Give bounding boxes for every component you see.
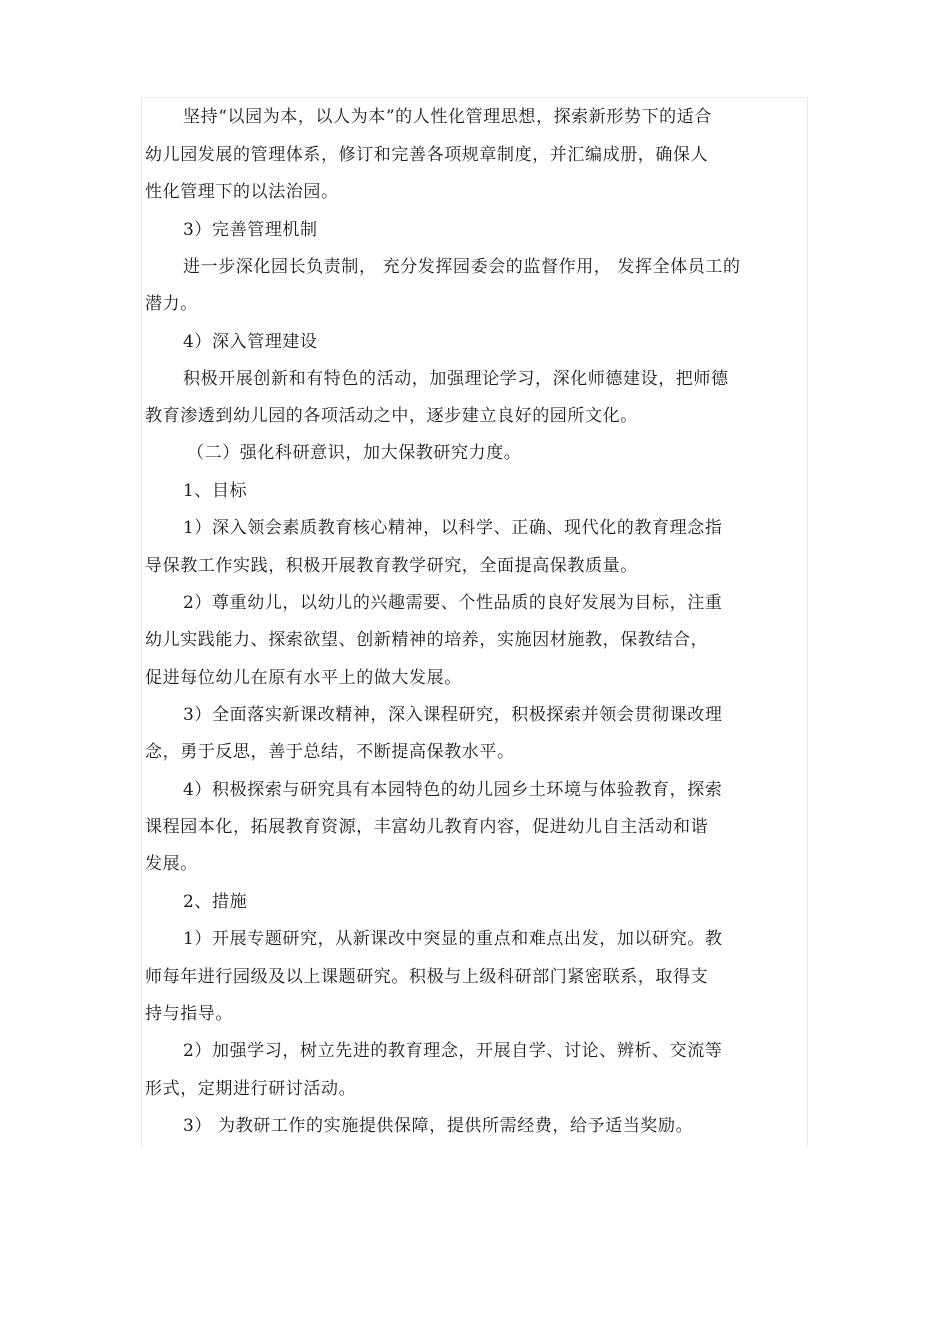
text-line: 幼儿实践能力、探索欲望、创新精神的培养，实施因材施教，保教结合， xyxy=(145,630,709,650)
text-line: 进一步深化园长负责制， 充分发挥园委会的监督作用， 发挥全体员工的 xyxy=(183,257,741,277)
text-line: 3）全面落实新课改精神，深入课程研究，积极探索并领会贯彻课改理 xyxy=(183,705,723,725)
text-line: 持与指导。 xyxy=(145,1004,233,1024)
text-line: 坚持“以园为本，以人为本”的人性化管理思想，探索新形势下的适合 xyxy=(183,107,712,127)
text-line: 1）深入领会素质教育核心精神，以科学、正确、现代化的教育理念指 xyxy=(183,518,723,538)
section-heading: （二）强化科研意识，加大保教研究力度。 xyxy=(187,443,522,463)
text-line: 促进每位幼儿在原有水平上的做大发展。 xyxy=(145,668,462,688)
text-line: 积极开展创新和有特色的活动，加强理论学习，深化师德建设，把师德 xyxy=(183,369,729,389)
text-line: 1）开展专题研究，从新课改中突显的重点和难点出发，加以研究。教 xyxy=(183,929,723,949)
text-line: 潜力。 xyxy=(145,294,198,314)
text-line: 师每年进行园级及以上课题研究。积极与上级科研部门紧密联系，取得支 xyxy=(145,967,709,987)
text-line: 幼儿园发展的管理体系，修订和完善各项规章制度，并汇编成册，确保人 xyxy=(145,145,709,165)
text-line: 4）深入管理建设 xyxy=(183,332,318,352)
text-line: 2）加强学习，树立先进的教育理念，开展自学、讨论、辨析、交流等 xyxy=(183,1041,723,1061)
text-line: 课程园本化，拓展教育资源，丰富幼儿教育内容，促进幼儿自主活动和谐 xyxy=(145,817,709,837)
text-line: 2）尊重幼儿，以幼儿的兴趣需要、个性品质的良好发展为目标，注重 xyxy=(183,593,723,613)
subsection-heading: 2、措施 xyxy=(183,892,248,912)
text-line: 导保教工作实践，积极开展教育教学研究，全面提高保教质量。 xyxy=(145,556,638,576)
text-line: 念，勇于反思，善于总结，不断提高保教水平。 xyxy=(145,742,515,762)
text-line: 性化管理下的以法治园。 xyxy=(145,182,339,202)
text-line: 3） 为教研工作的实施提供保障，提供所需经费，给予适当奖励。 xyxy=(183,1116,694,1136)
subsection-heading: 1、目标 xyxy=(183,481,248,501)
page-frame xyxy=(141,97,808,1147)
text-line: 教育渗透到幼儿园的各项活动之中，逐步建立良好的园所文化。 xyxy=(145,406,638,426)
text-line: 4）积极探索与研究具有本园特色的幼儿园乡土环境与体验教育，探索 xyxy=(183,780,723,800)
text-line: 发展。 xyxy=(145,854,198,874)
text-line: 形式，定期进行研讨活动。 xyxy=(145,1079,357,1099)
text-line: 3）完善管理机制 xyxy=(183,220,318,240)
